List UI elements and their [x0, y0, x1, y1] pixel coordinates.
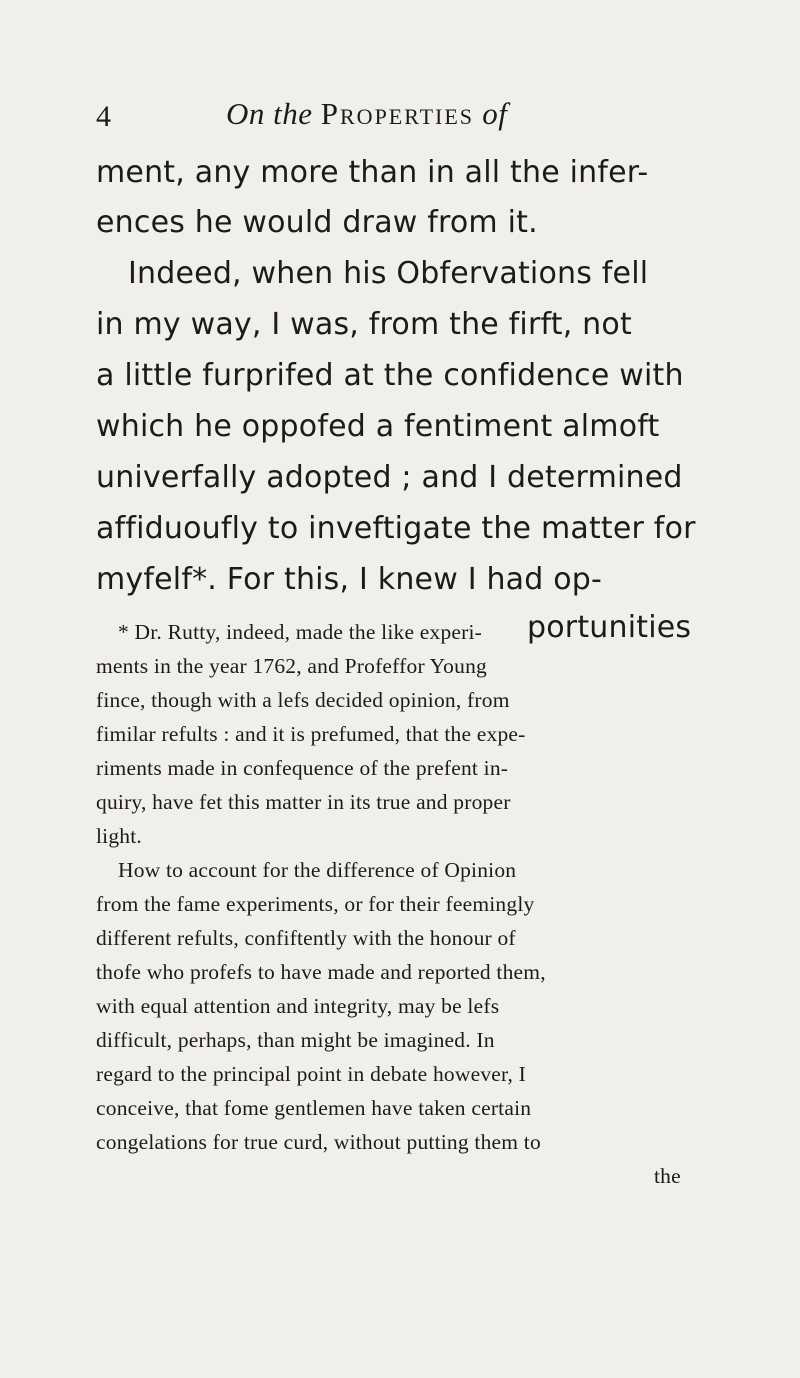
footnote-line: regard to the principal point in debate however, I: [96, 1062, 527, 1086]
running-head-prefix: On the: [226, 96, 313, 131]
footnote-line: fimilar refults : and it is prefumed, that the expe-: [96, 722, 526, 746]
page-number: 4: [96, 100, 111, 133]
page-header: [96, 96, 696, 136]
footnote-line: ments in the year 1762, and Profeffor Young: [96, 654, 487, 678]
footnote-line: * Dr. Rutty, indeed, made the like experi-: [118, 620, 483, 644]
footnote-line: with equal attention and integrity, may be lefs: [96, 994, 500, 1018]
footnote-line: light.: [96, 824, 142, 848]
footnote-line: riments made in confequence of the prefent in-: [96, 756, 509, 780]
footnote-line: thofe who profefs to have made and reported them,: [96, 960, 546, 984]
text-line: a little furprifed at the confidence with: [96, 358, 684, 393]
text-line: myfelf*. For this, I knew I had op-: [96, 562, 603, 597]
running-head-suffix: of: [482, 96, 508, 131]
text-line: ences he would draw from it.: [96, 205, 538, 240]
footnote-line: fince, though with a lefs decided opinion, from: [96, 688, 510, 712]
running-head: [226, 96, 507, 132]
text-line: ment, any more than in all the infer-: [96, 155, 649, 190]
footnote-line: congelations for true curd, without putting them to: [96, 1130, 541, 1154]
text-line: affiduoufly to inveftigate the matter for: [96, 511, 696, 546]
footnote-line: from the fame experiments, or for their feemingly: [96, 892, 535, 916]
catchword: portunities: [527, 610, 692, 645]
footnote-line: difficult, perhaps, than might be imagined. In: [96, 1028, 495, 1052]
text-line: in my way, I was, from the firft, not: [96, 307, 632, 342]
footnote-line: conceive, that fome gentlemen have taken certain: [96, 1096, 532, 1120]
running-head-main: Properties: [320, 96, 475, 131]
text-line: Indeed, when his Obfervations fell: [128, 256, 649, 291]
text-line: which he oppofed a fentiment almoft: [96, 409, 660, 444]
footnote-line: quiry, have fet this matter in its true and proper: [96, 790, 511, 814]
footnote-catchword: the: [654, 1164, 681, 1188]
footnote-line: How to account for the difference of Opinion: [118, 858, 517, 882]
footnote-line: different refults, confiftently with the honour of: [96, 926, 516, 950]
text-line: univerfally adopted ; and I determined: [96, 460, 683, 495]
